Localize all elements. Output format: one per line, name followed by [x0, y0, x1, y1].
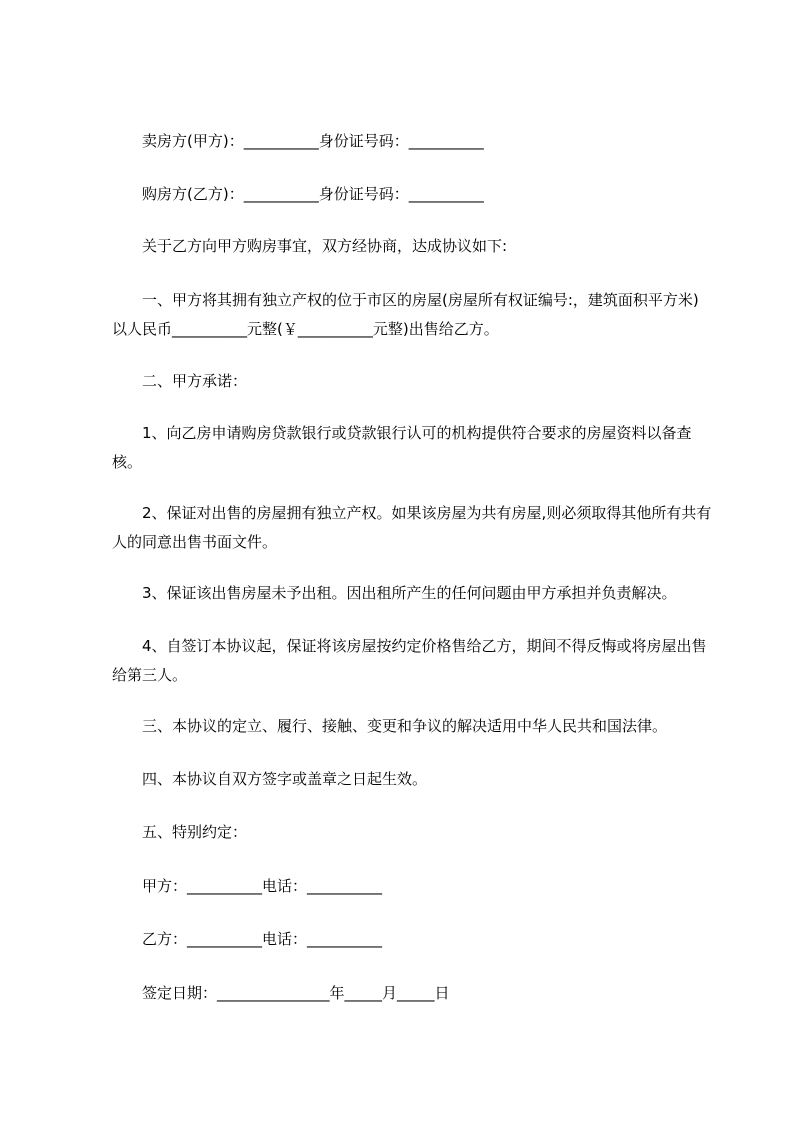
commitment-1-paragraph: 1、向乙房申请购房贷款银行或贷款银行认可的机构提供符合要求的房屋资料以备查核。 [112, 424, 692, 471]
clause-5-heading: 五、特别约定： [112, 823, 248, 841]
signing-date-line: 签定日期：_______________年_____月_____日 [112, 984, 450, 1002]
commitment-3-paragraph: 3、保证该出售房屋未予出租。因出租所产生的任何问题由甲方承担并负责解决。 [112, 584, 677, 602]
clause-2-heading: 二、甲方承诺： [112, 372, 248, 390]
clause-3-paragraph: 三、本协议的定立、履行、接触、变更和争议的解决适用中华人民共和国法律。 [112, 717, 668, 735]
seller-line: 卖房方(甲方)：__________身份证号码：__________ [112, 132, 484, 150]
buyer-line: 购房方(乙方)：__________身份证号码：__________ [112, 185, 484, 203]
clause-4-paragraph: 四、本协议自双方签字或盖章之日起生效。 [112, 770, 428, 788]
commitment-4-paragraph: 4、自签订本协议起，保证将该房屋按约定价格售给乙方，期间不得反悔或将房屋出售给第三人。 [112, 637, 707, 684]
party-b-line: 乙方：__________电话：__________ [112, 930, 383, 948]
commitment-2-paragraph: 2、保证对出售的房屋拥有独立产权。如果该房屋为共有房屋,则必须取得其他所有共有人的同意出售书面文件。 [112, 504, 712, 551]
clause-1-paragraph: 一、甲方将其拥有独立产权的位于市区的房屋(房屋所有权证编号:，建筑面积平方米)以人民币__________元整(￥__________元整)出售给乙方。 [112, 291, 699, 338]
intro-paragraph: 关于乙方向甲方购房事宜，双方经协商，达成协议如下: [112, 237, 508, 255]
party-a-line: 甲方：__________电话：__________ [112, 877, 383, 895]
